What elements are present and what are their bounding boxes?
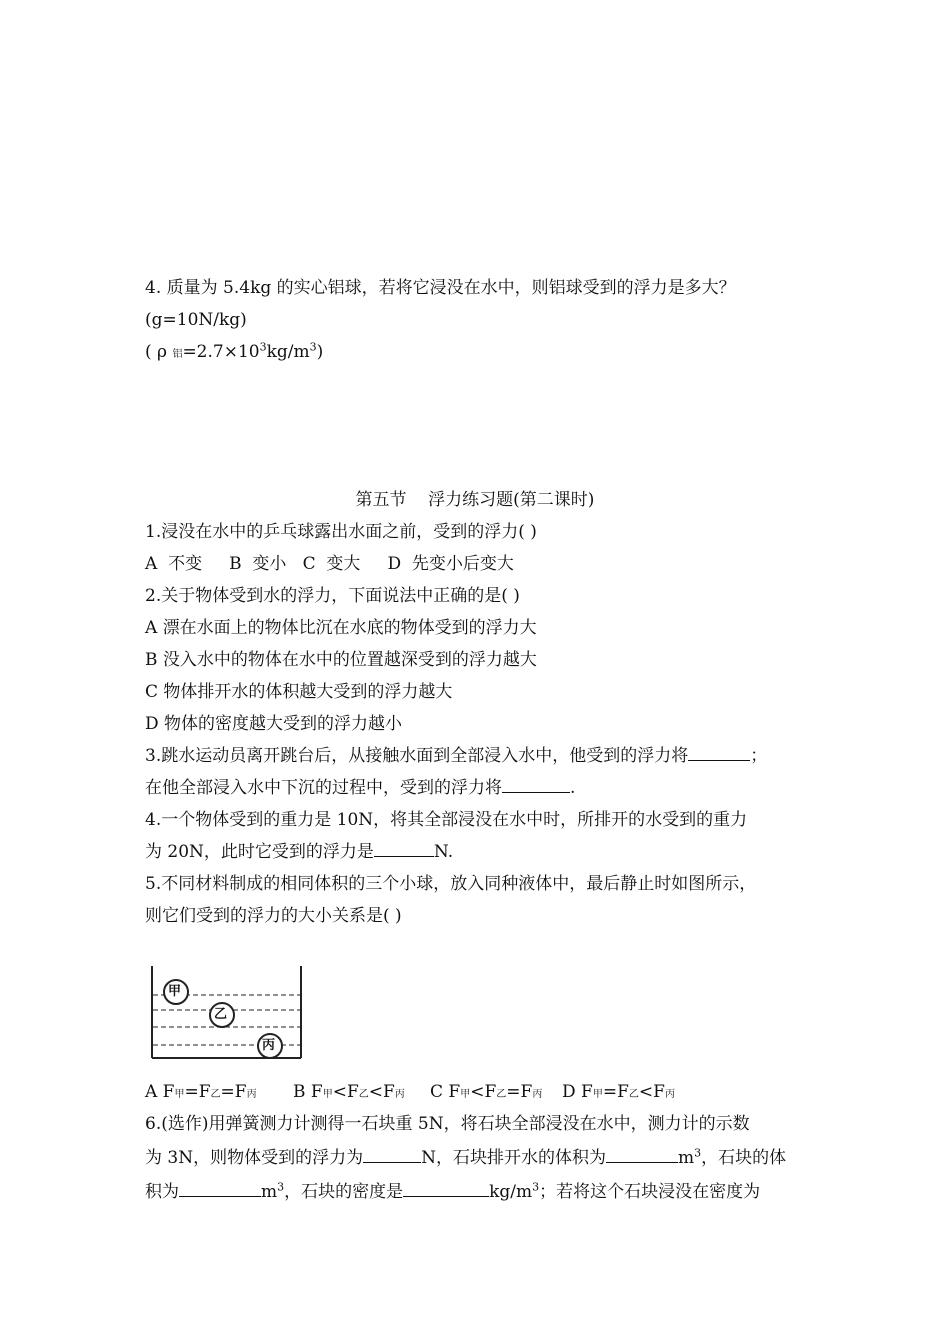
q4-blank[interactable] (374, 840, 434, 857)
option-text: A F (145, 1082, 175, 1102)
option-text: <F (638, 1082, 665, 1102)
force-subscript: 甲 (174, 1089, 185, 1100)
option-text: <F (470, 1082, 497, 1102)
q6-unit-density-exp: 3 (532, 1180, 540, 1194)
rho-value: =2.7×10 (182, 342, 260, 362)
q3-line1-end: ； (750, 746, 768, 766)
rho-prefix: ( ρ (145, 342, 173, 362)
q6-line2-text-2: N，石块排开水的体积为 (421, 1148, 606, 1168)
q4-line2-text: 为 20N，此时它受到的浮力是 (145, 842, 374, 862)
option-text: =F (506, 1082, 533, 1102)
force-subscript: 乙 (210, 1089, 221, 1100)
ball-bing-label: 丙 (262, 1038, 276, 1053)
q5-option-d (562, 1080, 675, 1107)
q5-option-b (293, 1080, 405, 1107)
q3-blank-2[interactable] (502, 776, 570, 793)
q6-blank-density[interactable] (403, 1180, 489, 1197)
ball-jia-label: 甲 (168, 984, 182, 999)
ball-yi-label: 乙 (214, 1007, 228, 1022)
q4-line1: 4.一个物体受到的重力是 10N，将其全部浸没在水中时，所排开的水受到的重力 (145, 810, 748, 830)
q2-option-d: D 物体的密度越大受到的浮力越小 (145, 714, 403, 734)
option-text: <F (332, 1082, 359, 1102)
q5-line1: 5.不同材料制成的相同体积的三个小球，放入同种液体中，最后静止时如图所示， (145, 874, 757, 894)
rho-close: ) (316, 342, 324, 362)
q2-option-b: B 没入水中的物体在水中的位置越深受到的浮力越大 (145, 650, 537, 670)
rho-exponent: 3 (259, 340, 267, 354)
q6-unit-density: kg/m (489, 1182, 533, 1202)
q6-line2 (145, 1146, 786, 1170)
force-subscript: 丙 (532, 1089, 543, 1100)
q6-line2-text: 为 3N，则物体受到的浮力为 (145, 1148, 364, 1168)
q4-line2-end: N. (433, 842, 454, 862)
q3-line2-text: 在他全部浸入水中下沉的过程中，受到的浮力将 (145, 778, 502, 798)
q5-option-c (430, 1080, 542, 1107)
q3-line2-end: . (570, 778, 576, 798)
rho-unit: kg/m (266, 342, 310, 362)
q6-unit-exp-2: 3 (277, 1180, 285, 1194)
q6-unit-m-2: m (261, 1182, 278, 1202)
q6-blank-buoyancy[interactable] (363, 1146, 421, 1163)
q3-line2 (145, 776, 575, 800)
q4-line2 (145, 840, 453, 864)
q3-line1 (145, 744, 767, 768)
q6-blank-displaced-volume[interactable] (606, 1146, 678, 1163)
q2-option-c: C 物体排开水的体积越大受到的浮力越大 (145, 682, 453, 702)
option-text: =F (220, 1082, 247, 1102)
rho-unit-exponent: 3 (309, 340, 317, 354)
option-text: <F (368, 1082, 395, 1102)
q2-stem: 2.关于物体受到水的浮力，下面说法中正确的是( ) (145, 586, 520, 606)
option-text: D F (562, 1082, 593, 1102)
force-subscript: 乙 (628, 1089, 639, 1100)
force-subscript: 乙 (496, 1089, 507, 1100)
q4-top-density (145, 340, 323, 367)
q6-line1: 6.(选作)用弹簧测力计测得一石块重 5N，将石块全部浸没在水中，测力计的示数 (145, 1114, 750, 1134)
option-text: B F (293, 1082, 323, 1102)
q1-stem: 1.浸没在水中的乒乓球露出水面之前，受到的浮力( ) (145, 522, 537, 542)
q6-line3-text: 积为 (145, 1182, 179, 1202)
option-text: C F (430, 1082, 461, 1102)
q6-line2-end: ，石块的体 (701, 1148, 787, 1168)
q6-line3 (145, 1180, 760, 1204)
q2-option-a: A 漂在水面上的物体比沉在水底的物体受到的浮力大 (145, 618, 537, 638)
section-title: 第五节 浮力练习题(第二课时) (355, 490, 595, 510)
force-subscript: 甲 (322, 1089, 333, 1100)
q4-top-question: 4. 质量为 5.4kg 的实心铝球，若将它浸没在水中，则铝球受到的浮力是多大？ (145, 278, 736, 298)
q5-option-a (145, 1080, 257, 1107)
q5-line2: 则它们受到的浮力的大小关系是( ) (145, 906, 402, 926)
rho-subscript: 铝 (172, 349, 183, 360)
q6-blank-stone-volume[interactable] (179, 1180, 261, 1197)
q1-options: A 不变 B 变小 C 变大 D 先变小后变大 (145, 554, 514, 574)
force-subscript: 丙 (394, 1089, 405, 1100)
force-subscript: 甲 (460, 1089, 471, 1100)
buoyancy-figure (145, 958, 310, 1068)
option-text: =F (602, 1082, 629, 1102)
force-subscript: 甲 (592, 1089, 603, 1100)
q4-top-g-value: (g=10N/kg) (145, 310, 247, 330)
q6-line3-end: ；若将这个石块浸没在密度为 (539, 1182, 761, 1202)
option-text: =F (184, 1082, 211, 1102)
force-subscript: 乙 (358, 1089, 369, 1100)
q6-unit-m: m (677, 1148, 695, 1168)
container-diagram (145, 958, 310, 1068)
q6-unit-exp: 3 (694, 1146, 702, 1160)
force-subscript: 丙 (664, 1089, 675, 1100)
q3-line1-text: 3.跳水运动员离开跳台后，从接触水面到全部浸入水中，他受到的浮力将 (145, 746, 689, 766)
force-subscript: 丙 (246, 1089, 257, 1100)
q3-blank-1[interactable] (688, 744, 750, 761)
q6-line3-text-2: ，石块的密度是 (284, 1182, 404, 1202)
